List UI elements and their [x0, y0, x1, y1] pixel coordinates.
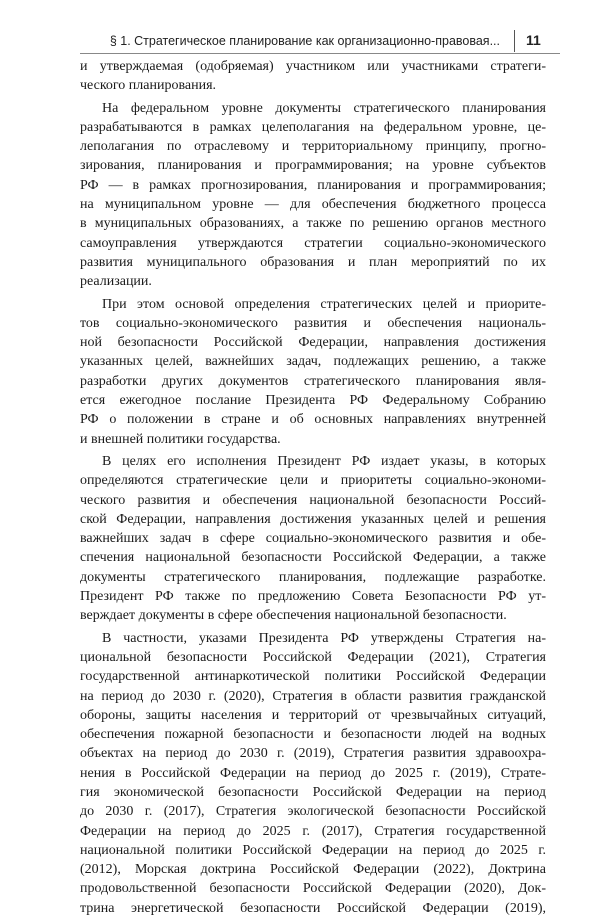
text-line: зирования, планирования и программирования; на уровне субъектов	[80, 158, 546, 174]
text-line: При этом основой определения стратегических целей и приорите-	[102, 296, 546, 312]
text-line: объектах на период до 2030 г. (2019), Стратегия развития здравоохра-	[80, 746, 546, 762]
text-line: на период до 2030 г. (2020), Стратегия в области развития гражданской	[80, 688, 546, 704]
paragraph	[80, 57, 546, 96]
text-line: продовольственной безопасности Российской Федерации (2020), Док-	[80, 881, 546, 897]
paragraph	[80, 452, 546, 626]
text-line: и утверждаемая (одобряемая) участником или участниками стратеги-	[80, 59, 546, 74]
running-header	[0, 30, 600, 54]
text-line: развития муниципального образования и план мероприятий по их	[80, 254, 546, 270]
text-line: гия экономической безопасности Российской Федерации на период	[80, 784, 546, 800]
header-rule	[80, 53, 560, 54]
text-line: РФ — в рамках прогнозирования, планирования и программирования;	[80, 177, 546, 193]
text-line: реализации.	[80, 274, 152, 290]
paragraph	[80, 295, 546, 449]
text-line: циональной безопасности Российской Федерации (2021), Стратегия	[80, 649, 546, 665]
text-line: трина энергетической безопасности Российской Федерации (2019),	[80, 900, 546, 916]
text-line: до 2030 г. (2017), Стратегия экологической безопасности Российской	[80, 804, 546, 820]
text-line: На федеральном уровне документы стратегического планирования	[102, 100, 546, 116]
text-line: ческого развития и обеспечения национальной безопасности Россий-	[80, 492, 546, 508]
text-line: спечения национальной безопасности Российской Федерации, а также	[80, 550, 546, 566]
paragraph	[80, 629, 546, 918]
page-number: 11	[526, 32, 541, 48]
text-line: документы стратегического планирования, подлежащие разработке.	[80, 569, 546, 585]
text-line: определяются стратегические цели и приоритеты социально-экономи-	[80, 473, 546, 489]
text-line: разработки других документов стратегического планирования явля-	[80, 373, 546, 389]
text-line: самоуправления утверждаются стратегии социально-экономического	[80, 235, 546, 251]
text-line: Федерации на период до 2025 г. (2017), Стратегия государственной	[80, 823, 546, 839]
text-line: указанных целей, важнейших задач, подлежащих решению, а также	[80, 354, 546, 370]
text-line: РФ о положении в стране и об основных направлениях внутренней	[80, 412, 546, 428]
text-line: нения в Российской Федерации на период до 2025 г. (2019), Страте-	[80, 765, 546, 781]
text-line: ной безопасности Российской Федерации, направления достижения	[80, 335, 546, 351]
text-line: разрабатываются в рамках целеполагания на федеральном уровне, це-	[80, 119, 546, 135]
text-line: леполагания по отраслевому и территориальному принципу, прогно-	[80, 139, 546, 155]
text-line: ской Федерации, направления достижения указанных целей и решения	[80, 511, 546, 527]
text-line: тов социально-экономического развития и обеспечения националь-	[80, 315, 546, 331]
header-separator	[514, 30, 515, 52]
running-title: § 1. Стратегическое планирование как организационно-правовая...	[109, 34, 500, 48]
text-line: ется ежегодное послание Президента РФ Федеральному Собранию	[80, 393, 546, 409]
paragraph	[80, 99, 546, 292]
text-line: важнейших задач в сфере социально-экономического развития и обе-	[80, 531, 546, 547]
text-line: верждает документы в сфере обеспечения национальной безопасности.	[80, 608, 507, 624]
text-line: и внешней политики государства.	[80, 431, 281, 447]
text-line: национальной политики Российской Федерации на период до 2025 г.	[80, 842, 546, 858]
text-line: государственной антинаркотической политики Российской Федерации	[80, 669, 546, 685]
body-text	[80, 57, 546, 921]
text-line: В частности, указами Президента РФ утверждены Стратегия на-	[102, 630, 546, 646]
text-line: в муниципальных образованиях, а также по решению органов местного	[80, 216, 546, 232]
text-line: обеспечения пожарной безопасности и безопасности людей на водных	[80, 727, 546, 743]
text-line: обороны, защиты населения и территорий от чрезвычайных ситуаций,	[80, 707, 546, 723]
text-line: на муниципальном уровне — для обеспечения бюджетного процесса	[80, 197, 546, 213]
text-line: ческого планирования.	[80, 78, 217, 94]
text-line: Президент РФ также по предложению Совета Безопасности РФ ут-	[80, 589, 546, 605]
text-line: (2012), Морская доктрина Российской Федерации (2022), Доктрина	[80, 862, 546, 878]
text-line: В целях его исполнения Президент РФ издает указы, в которых	[102, 453, 546, 469]
